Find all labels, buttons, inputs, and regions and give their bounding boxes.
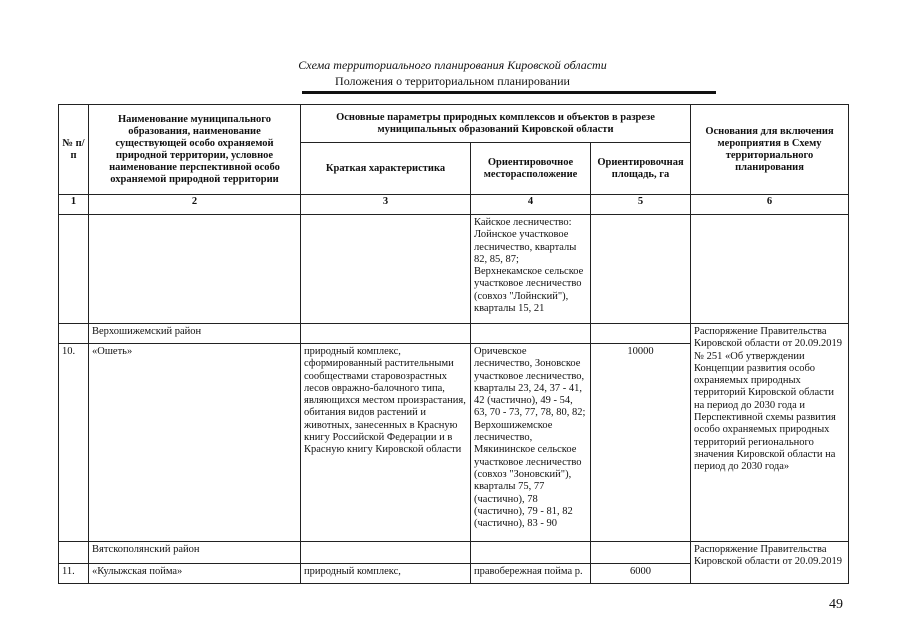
row10-area: 10000	[591, 344, 691, 542]
document-subtitle: Положения о территориальном планировании	[335, 74, 570, 88]
col-num-6: 6	[691, 195, 849, 215]
district-row-vyatskopolyansky	[59, 542, 849, 564]
row10-desc: природный комплекс, сформированный растительными сообществами старовозрастных лесов овражно-балочного типа, являющихся местом произрастания, обитания видов растений и животных, занесенных в Красную книгу Российской Федерации и в Красную книгу Кировской области	[301, 344, 471, 542]
row10-basis: Распоряжение Правительства Кировской области от 20.09.2019 № 251 «Об утверждении Концепции развития особо охраняемых природных территорий Кировской области на период до 2030 года и Перспективной схемы развития особо охраняемых природных территорий регионального значения Кировской области на период до 2030 года»	[691, 324, 849, 542]
district-name: Верхошижемский район	[89, 324, 301, 344]
header-location: Ориентировочное месторасположение	[471, 143, 591, 195]
district-row-verkhoshizhemsky	[59, 324, 849, 344]
header-area: Ориентировочная площадь, га	[591, 143, 691, 195]
header-row-1	[59, 105, 849, 143]
document-title: Схема территориального планирования Кировской области	[298, 58, 607, 72]
header-basis: Основания для включения мероприятия в Схему территориального планирования	[691, 105, 849, 195]
row11-desc: природный комплекс,	[301, 564, 471, 584]
continued-location-cell: Кайское лесничество: Лойнское участковое лесничество, кварталы 82, 85, 87; Верхнекамское сельское участковое лесничество (совхоз "Лойнский"), кварталы 15, 21	[471, 215, 591, 324]
row10-location: Оричевское лесничество, Зоновское участковое лесничество, кварталы 23, 24, 37 - 41, 42 (частично), 49 - 54, 63, 70 - 73, 77, 78, 80, 82; Верхошижемское лесничество, Мякининское сельское участковое лесничество (совхоз "Зоновский"), кварталы 75, 77 (частично), 78 (частично), 79 - 81, 82 (частично), 83 - 90	[471, 344, 591, 542]
col-num-2: 2	[89, 195, 301, 215]
header-num: № п/п	[59, 105, 89, 195]
header-name: Наименование муниципального образования, наименование существующей особо охраняемой природной территории, условное наименование перспективной особо охраняемой природной территории	[89, 105, 301, 195]
header-params: Основные параметры природных комплексов и объектов в разрезе муниципальных образований Кировской области	[301, 105, 691, 143]
territorial-planning-table	[58, 104, 849, 584]
column-number-row	[59, 195, 849, 215]
row11-area: 6000	[591, 564, 691, 584]
district-name: Вятскополянский район	[89, 542, 301, 564]
col-num-3: 3	[301, 195, 471, 215]
header-desc: Краткая характеристика	[301, 143, 471, 195]
row11-name: «Кулыжская пойма»	[89, 564, 301, 584]
row11-basis: Распоряжение Правительства Кировской области от 20.09.2019	[691, 542, 849, 584]
page-number: 49	[829, 597, 843, 612]
row10-name: «Ошеть»	[89, 344, 301, 542]
title-underline	[302, 91, 716, 94]
table-row-continued	[59, 215, 849, 324]
col-num-4: 4	[471, 195, 591, 215]
row11-location: правобережная пойма р.	[471, 564, 591, 584]
col-num-1: 1	[59, 195, 89, 215]
row10-num: 10.	[59, 344, 89, 542]
row11-num: 11.	[59, 564, 89, 584]
col-num-5: 5	[591, 195, 691, 215]
